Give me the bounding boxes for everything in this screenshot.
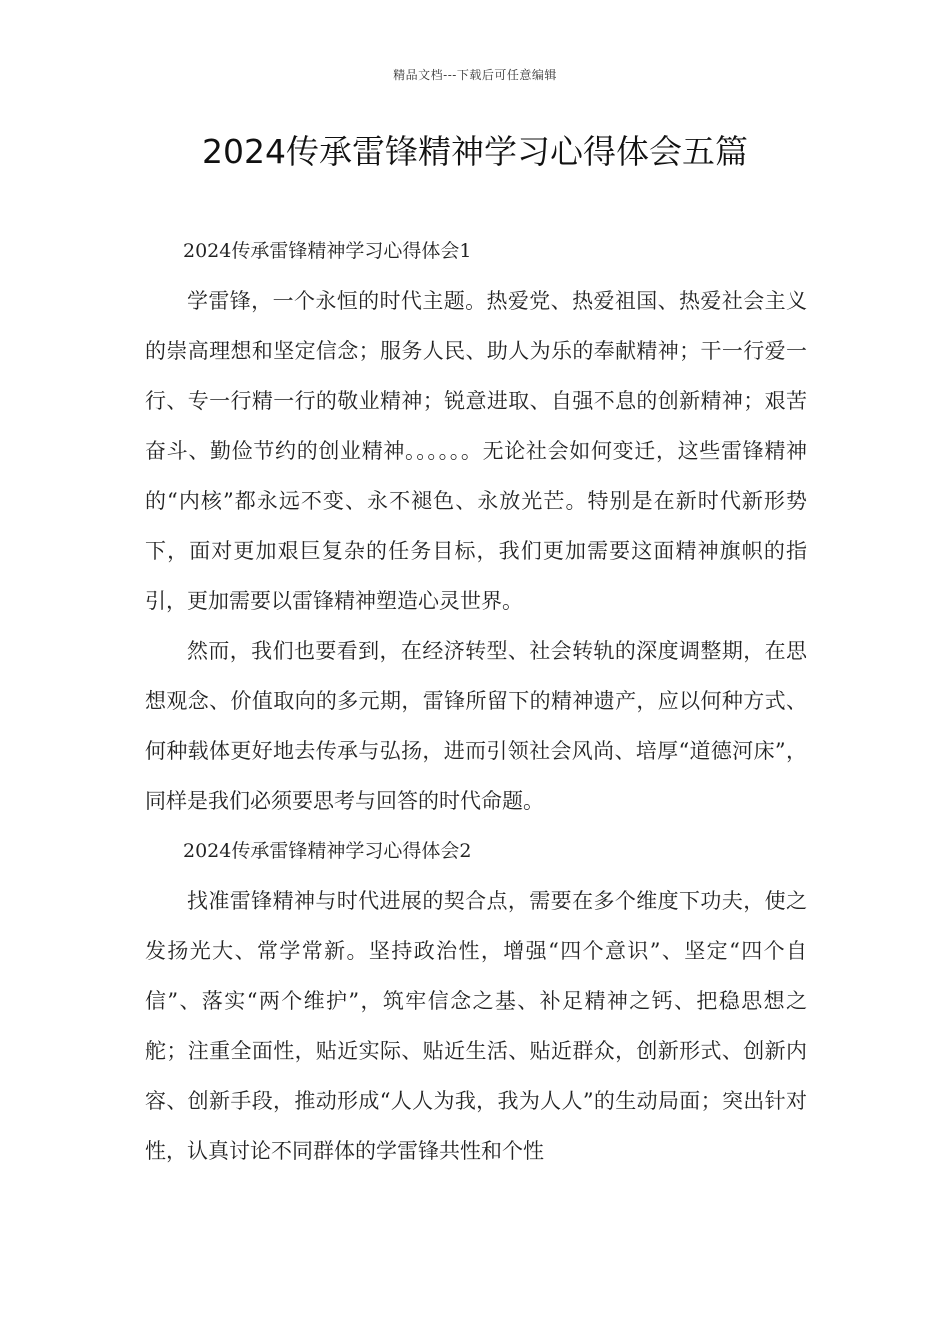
section-heading-1: 2024传承雷锋精神学习心得体会1 [183,240,472,262]
document-title: 2024传承雷锋精神学习心得体会五篇 [202,132,748,171]
section-heading-2: 2024传承雷锋精神学习心得体会2 [183,840,472,862]
body-paragraph-3: 找准雷锋精神与时代进展的契合点，需要在多个维度下功夫，使之发扬光大、常学常新。坚持政治性，增强“四个意识”、坚定“四个自信”、落实“两个维护”，筑牢信念之基、补足精神之钙、把稳思想之舵；注重全面性，贴近实际、贴近生活、贴近群众，创新形式、创新内容、创新手段，推动形成“人人为我，我为人人”的生动局面；突出针对性，认真讨论不同群体的学雷锋共性和个性 [145,889,807,1163]
body-paragraph-2: 然而，我们也要看到，在经济转型、社会转轨的深度调整期，在思想观念、价值取向的多元期，雷锋所留下的精神遗产，应以何种方式、何种载体更好地去传承与弘扬，进而引领社会风尚、培厚“道德河床”，同样是我们必须要思考与回答的时代命题。 [145,639,807,813]
header-note: 精品文档---下载后可任意编辑 [393,68,557,82]
body-paragraph-1: 学雷锋，一个永恒的时代主题。热爱党、热爱祖国、热爱社会主义的崇高理想和坚定信念；服务人民、助人为乐的奉献精神；干一行爱一行、专一行精一行的敬业精神；锐意进取、自强不息的创新精神；艰苦奋斗、勤俭节约的创业精神。。。。。。无论社会如何变迁，这些雷锋精神的“内核”都永远不变、永不褪色、永放光芒。特别是在新时代新形势下，面对更加艰巨复杂的任务目标，我们更加需要这面精神旗帜的指引，更加需要以雷锋精神塑造心灵世界。 [145,289,807,613]
document-body [145,226,807,1176]
